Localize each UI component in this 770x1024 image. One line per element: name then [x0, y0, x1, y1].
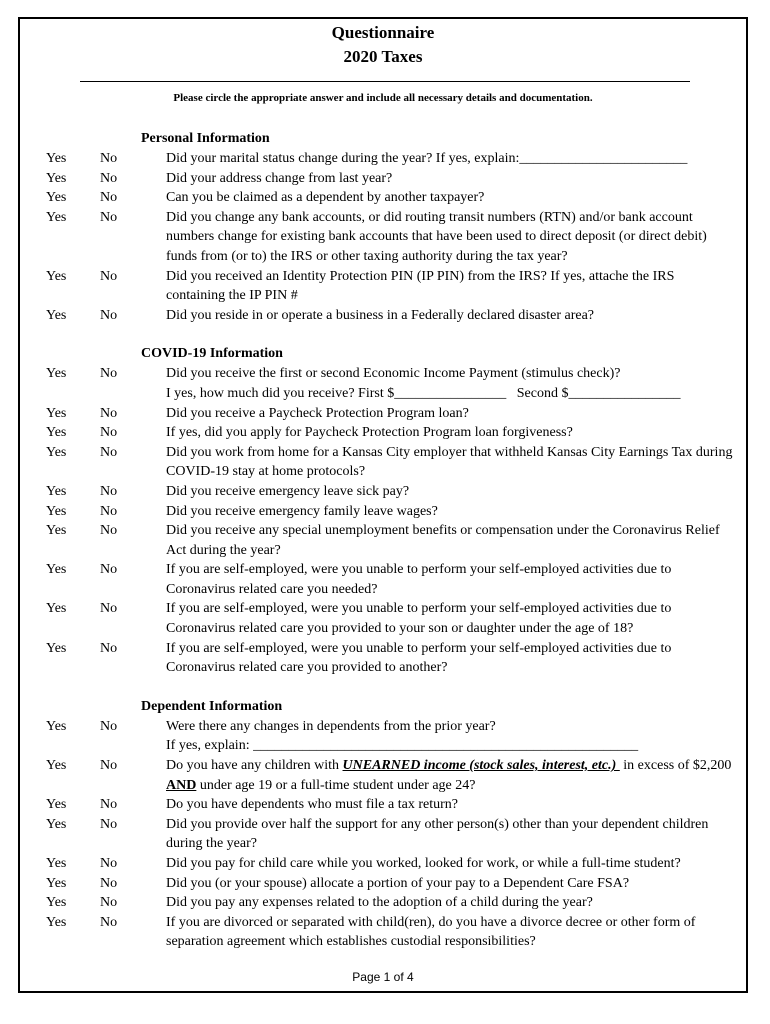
- section-gap: [20, 678, 746, 697]
- answer-no[interactable]: No: [100, 718, 118, 734]
- answer-yes[interactable]: Yes: [46, 523, 67, 539]
- dependents-change-question: Were there any changes in dependents from the prior year?: [166, 718, 496, 734]
- question-text: Did you change any bank accounts, or did routing transit numbers (RTN) and/or bank account numbers change for existing bank accounts that have been used to direct deposit (or direct debit) funds from (or to) the IRS or other taxing authority during the tax year?: [166, 209, 707, 264]
- answer-yes[interactable]: Yes: [46, 640, 67, 656]
- answer-yes[interactable]: Yes: [46, 856, 67, 871]
- question-text: Did you pay for child care while you worked, looked for work, or while a full-time student?: [166, 856, 681, 871]
- answer-no[interactable]: No: [100, 640, 118, 656]
- answer-yes[interactable]: Yes: [46, 483, 67, 499]
- question-row: [20, 717, 746, 756]
- question-row: [20, 756, 746, 795]
- answer-yes[interactable]: Yes: [46, 151, 67, 166]
- answer-no[interactable]: No: [100, 895, 118, 911]
- and-emphasis: AND: [166, 777, 197, 793]
- question-row: [20, 423, 746, 443]
- answer-no[interactable]: No: [100, 562, 118, 578]
- question-text: Did you receive emergency family leave wages?: [166, 503, 438, 519]
- page-title: Questionnaire: [331, 23, 435, 42]
- question-row: [20, 795, 746, 815]
- answer-no[interactable]: No: [100, 523, 118, 539]
- question-text: If you are self-employed, were you unable to perform your self-employed activities due to Coronavirus related care you needed?: [166, 562, 672, 597]
- answer-yes[interactable]: Yes: [46, 875, 67, 891]
- question-row: [20, 443, 746, 482]
- question-row: [20, 267, 746, 306]
- answer-yes[interactable]: Yes: [46, 209, 67, 225]
- answer-no[interactable]: No: [100, 758, 118, 774]
- question-text: Did you (or your spouse) allocate a portion of your pay to a Dependent Care FSA?: [166, 875, 630, 891]
- question-text: Did your address change from last year?: [166, 170, 393, 186]
- instructions: Please circle the appropriate answer and include all necessary details and documentation.: [173, 92, 593, 104]
- question-text: [166, 756, 736, 795]
- section-title-dependent: Dependent Information: [141, 698, 283, 714]
- question-row: [20, 854, 746, 874]
- question-text: If you are self-employed, were you unable to perform your self-employed activities due to Coronavirus related care you provided to your son or daughter under the age of 18?: [166, 601, 672, 637]
- question-text: Did you pay any expenses related to the adoption of a child during the year?: [166, 895, 593, 911]
- question-row: [20, 893, 746, 913]
- question-text: Do you have dependents who must file a tax return?: [166, 797, 458, 813]
- answer-no[interactable]: No: [100, 856, 118, 871]
- answer-yes[interactable]: Yes: [46, 562, 67, 578]
- dependents-change-explain-field[interactable]: If yes, explain: _______________________________________________________: [166, 738, 639, 754]
- stimulus-question: Did you receive the first or second Economic Income Payment (stimulus check)?: [166, 366, 621, 382]
- answer-no[interactable]: No: [100, 914, 118, 930]
- answer-no[interactable]: No: [100, 503, 118, 519]
- questionnaire-content: [20, 129, 746, 952]
- answer-yes[interactable]: Yes: [46, 758, 67, 774]
- answer-no[interactable]: No: [100, 425, 118, 441]
- question-row: [20, 502, 746, 522]
- answer-yes[interactable]: Yes: [46, 425, 67, 441]
- page-footer: Page 1 of 4: [352, 970, 414, 984]
- answer-yes[interactable]: Yes: [46, 268, 67, 284]
- answer-yes[interactable]: Yes: [46, 914, 67, 930]
- answer-no[interactable]: No: [100, 170, 118, 186]
- question-text: Did you receive emergency leave sick pay?: [166, 483, 410, 499]
- question-row: [20, 521, 746, 560]
- question-text: Did your marital status change during the year? If yes, explain:________________________: [166, 151, 688, 166]
- answer-no[interactable]: No: [100, 405, 118, 421]
- question-text: Did you work from home for a Kansas City employer that withheld Kansas City Earnings Tax during COVID-19 stay at home protocols?: [166, 444, 733, 480]
- question-text: Did you provide over half the support for any other person(s) other than your dependent children during the year?: [166, 816, 709, 852]
- answer-no[interactable]: No: [100, 307, 118, 323]
- answer-no[interactable]: No: [100, 209, 118, 225]
- question-text: Can you be claimed as a dependent by another taxpayer?: [166, 190, 485, 206]
- question-text: If yes, did you apply for Paycheck Protection Program loan forgiveness?: [166, 425, 573, 441]
- answer-yes[interactable]: Yes: [46, 895, 67, 911]
- answer-yes[interactable]: Yes: [46, 170, 67, 186]
- unearned-income-emphasis: UNEARNED income (stock sales, interest, etc.): [342, 758, 620, 774]
- unearned-question-part3: under age 19 or a full-time student under age 24?: [196, 777, 476, 793]
- answer-yes[interactable]: Yes: [46, 816, 67, 832]
- answer-no[interactable]: No: [100, 816, 118, 832]
- answer-no[interactable]: No: [100, 151, 118, 166]
- section-title-personal: Personal Information: [141, 131, 270, 146]
- answer-yes[interactable]: Yes: [46, 405, 67, 421]
- answer-yes[interactable]: Yes: [46, 190, 67, 206]
- answer-no[interactable]: No: [100, 366, 118, 382]
- answer-no[interactable]: No: [100, 444, 118, 460]
- question-text: If you are divorced or separated with child(ren), do you have a divorce decree or other form of separation agreement which establishes custodial responsibilities?: [166, 914, 696, 950]
- question-row: [20, 560, 746, 599]
- question-row: [20, 208, 746, 267]
- question-text: If you are self-employed, were you unable to perform your self-employed activities due to Coronavirus related care you provided to another?: [166, 640, 672, 676]
- question-row: [20, 815, 746, 854]
- page-subtitle: 2020 Taxes: [343, 47, 423, 66]
- question-row: [20, 404, 746, 424]
- question-text: [166, 364, 736, 403]
- answer-yes[interactable]: Yes: [46, 366, 67, 382]
- answer-no[interactable]: No: [100, 601, 118, 617]
- question-row: [20, 482, 746, 502]
- question-text: Did you receive any special unemployment benefits or compensation under the Coronavirus Relief Act during the year?: [166, 523, 720, 558]
- answer-no[interactable]: No: [100, 483, 118, 499]
- section-title-covid: COVID-19 Information: [141, 346, 283, 362]
- question-row: [20, 874, 746, 894]
- question-text: Did you reside in or operate a business in a Federally declared disaster area?: [166, 307, 594, 323]
- questionnaire-page: [18, 17, 748, 993]
- question-row: [20, 913, 746, 952]
- question-row: [20, 149, 746, 169]
- answer-yes[interactable]: Yes: [46, 718, 67, 734]
- question-row: [20, 639, 746, 678]
- answer-no[interactable]: No: [100, 190, 118, 206]
- answer-yes[interactable]: Yes: [46, 503, 67, 519]
- section-gap: [20, 325, 746, 344]
- answer-yes[interactable]: Yes: [46, 444, 67, 460]
- question-row: [20, 188, 746, 208]
- unearned-question-part1: Do you have any children with: [166, 758, 343, 774]
- answer-no[interactable]: No: [100, 875, 118, 891]
- answer-no[interactable]: No: [100, 797, 118, 813]
- question-text: Did you receive a Paycheck Protection Program loan?: [166, 405, 469, 421]
- question-text: [166, 717, 736, 756]
- unearned-question-part2: in excess of $2,200: [619, 758, 735, 774]
- question-row: [20, 169, 746, 189]
- answer-yes[interactable]: Yes: [46, 601, 67, 617]
- question-row: [20, 599, 746, 638]
- answer-yes[interactable]: Yes: [46, 307, 67, 323]
- title-rule: [80, 81, 690, 82]
- question-row: [20, 306, 746, 326]
- answer-yes[interactable]: Yes: [46, 797, 67, 813]
- question-text: Did you received an Identity Protection PIN (IP PIN) from the IRS? If yes, attache the IRS containing the IP PIN #: [166, 268, 675, 304]
- stimulus-amount-fields[interactable]: I yes, how much did you receive? First $________________ Second $________________: [166, 385, 681, 401]
- answer-no[interactable]: No: [100, 268, 118, 284]
- question-row: [20, 364, 746, 403]
